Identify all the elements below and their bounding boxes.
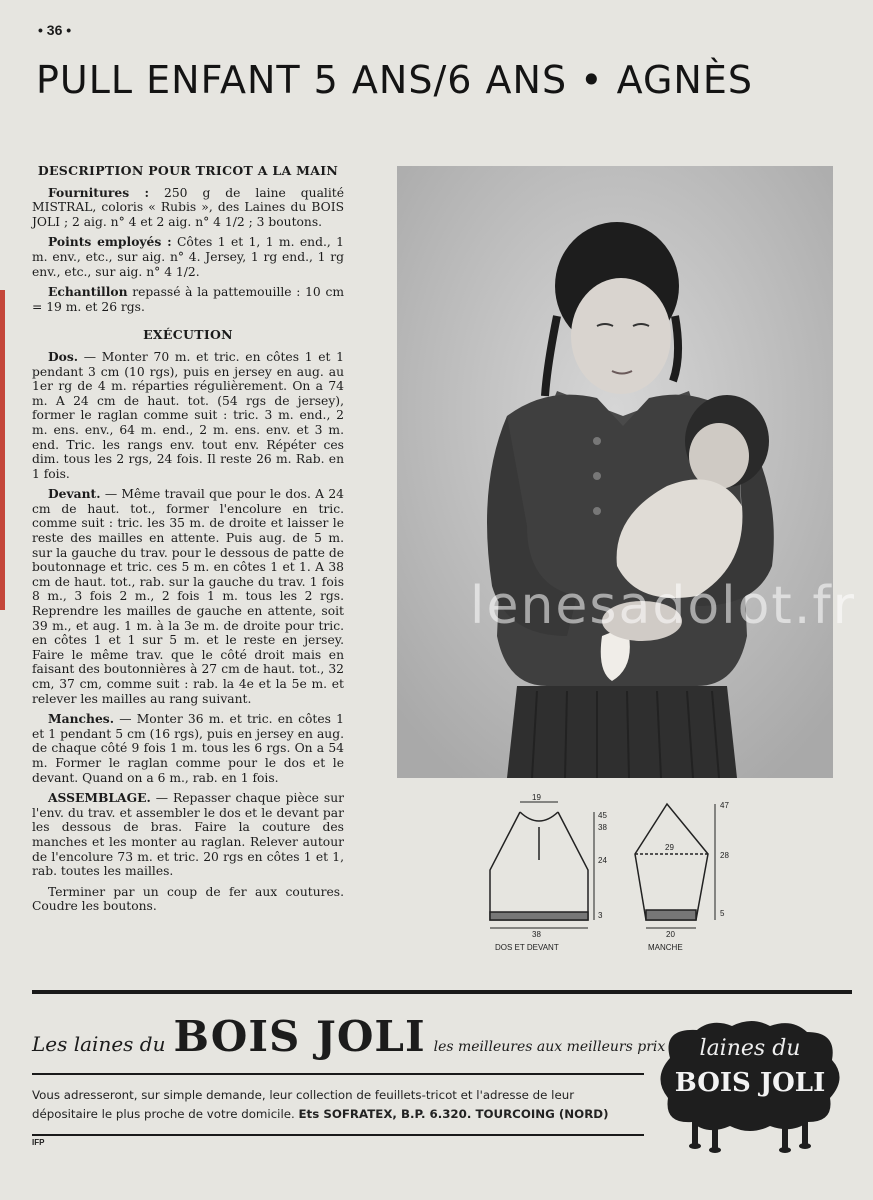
points-label: Points employés : [48,234,172,250]
logo-text-line2: BOIS JOLI [674,1068,826,1098]
ad-address-line1: Vous adresseront, sur simple demande, leur collection de feuillets-tricot et l'adresse de leur [32,1088,575,1102]
ad-address-line2: dépositaire le plus proche de votre domicile. [32,1107,295,1121]
manche-label: MANCHE [648,943,683,952]
dos-text: — Monter 70 m. et tric. en côtes 1 et 1 pendant 3 cm (10 rgs), puis en jersey en aug. au 1er rg de 4 m. réparties régulièrement. On a 74 m. A 24 cm de haut. tot. (54 rgs de jersey), former le raglan comme suit : tric. 3 m. end., 2 m. ens. env., 64 m. end., 2 m. ens. env. et 3 m. end. Tric. les rangs env. tout env. Répéter ces dim. tous les 2 rgs, 24 fois. Il reste 26 m. Rab. en 1 fois. [32,349,344,481]
manche-shape [635,804,708,920]
manche-h3: 5 [720,909,725,918]
dos-devant-label: DOS ET DEVANT [495,943,559,952]
dos-h3: 24 [598,856,607,865]
dos-h2: 38 [598,823,607,832]
points-text: Côtes 1 et 1, 1 m. end., 1 m. env., etc., sur aig. n° 4. Jersey, 1 rg end., 1 rg env., etc., sur aig. n° 4 1/2. [32,235,344,279]
dos-label: Dos. [48,348,79,364]
fournitures-label: Fournitures : [48,184,150,200]
fournitures-text: 250 g de laine qualité MISTRAL, coloris « Rubis », des Laines du BOIS JOLI ; 2 aig. n° 4 et 2 aig. n° 4 1/2 ; 3 boutons. [32,185,344,229]
echantillon-label: Echantillon [48,284,128,300]
ad-address-line2-wrap [32,1105,672,1124]
dos-paragraph [32,350,344,481]
devant-label: Devant. [48,486,101,502]
watermark: lenesadolot.fr [470,576,857,636]
pattern-schematic [470,790,730,960]
manches-paragraph [32,712,344,785]
ad-bottom-rule [32,1134,644,1136]
page-edge-strip [0,290,5,610]
dos-h4: 3 [598,911,603,920]
manche-h2: 28 [720,851,729,860]
manche-h1: 47 [720,801,729,810]
fournitures-paragraph [32,186,344,230]
ad-prefix: Les laines du [32,1032,166,1056]
dos-top-value: 19 [532,793,541,802]
echantillon-paragraph [32,285,344,314]
assemblage-label: ASSEMBLAGE. [48,790,151,806]
ad-tagline: les meilleures aux meilleurs prix [433,1039,666,1055]
manches-label: Manches. [48,711,114,727]
pattern-diagram [470,790,730,960]
page-number: • 36 • [38,22,72,38]
devant-paragraph [32,487,344,706]
bois-joli-logo [652,1018,848,1158]
ad-headline [32,1012,665,1061]
devant-text: — Même travail que pour le dos. A 24 cm de haut. tot., former l'encolure en tric. comme suit : tric. les 35 m. de droite et laisser le reste des mailles en attente. Puis aug. de 5 m. sur la gauche du trav. pour le dessous de patte de boutonnage et tric. ces 5 m. en côtes 1 et 1. A 38 cm de haut. tot., rab. sur la gauche du trav. 1 fois 8 m., 3 fois 2 m., 2 fois 1 m. tous les 2 rgs. Reprendre les mailles de gauche en attente, soit 39 m., et aug. 1 m. à la 3e m. de droite pour tric. en côtes 1 et 1 sur 5 m. et le reste en jersey. Faire le même trav. que le côté droit mais en faisant des boutonnières à 27 cm de haut. tot., 32 cm, 37 cm, comme suit : rab. la 4e et la 5e m. et relever les mailles au rang suivant. [32,487,344,706]
photo-illustration [397,166,833,778]
logo-text-line1: laines du [699,1036,801,1061]
dos-devant-shape [490,812,588,920]
ad-company: Ets SOFRATEX, B.P. 6.320. TOURCOING (NORD) [298,1107,609,1121]
description-heading: DESCRIPTION POUR TRICOT A LA MAIN [37,163,339,178]
imprint-mark: IFP [32,1138,45,1147]
dos-bottom-value: 38 [532,930,541,939]
assemblage-text: — Repasser chaque pièce sur l'env. du trav. et assembler le dos et le devant par les dessous de bras. Faire la couture des manches et les monter au raglan. Relever autour de l'encolure 73 m. et tric. 20 rgs en côtes 1 et 1, rab. toutes les mailles. [32,791,344,879]
dos-h1: 45 [598,811,607,820]
ad-address [32,1086,672,1124]
child-with-doll-photo [397,166,833,778]
page-title: PULL ENFANT 5 ANS/6 ANS • AGNÈS [36,58,753,102]
echantillon-text: repassé à la pattemouille : 10 cm = 19 m. et 26 rgs. [32,285,344,314]
ad-top-rule [32,990,852,994]
execution-heading: EXÉCUTION [143,327,233,343]
assemblage-paragraph [32,791,344,879]
points-paragraph [32,235,344,279]
ad-brand: BOIS JOLI [173,1012,426,1061]
manches-text: — Monter 36 m. et tric. en côtes 1 et 1 pendant 5 cm (16 rgs), puis en jersey en aug. de chaque côté 9 fois 1 m. tous les 6 rgs. On a 54 m. Former le raglan comme pour le dos et le devant. Quand on a 6 m., rab. en 1 fois. [32,712,344,785]
ad-middle-rule [32,1073,644,1075]
manche-mid-value: 29 [665,843,674,852]
manche-bottom-value: 20 [666,930,675,939]
final-paragraph: Terminer par un coup de fer aux coutures. Coudre les boutons. [32,884,344,914]
instructions-column [32,164,344,920]
